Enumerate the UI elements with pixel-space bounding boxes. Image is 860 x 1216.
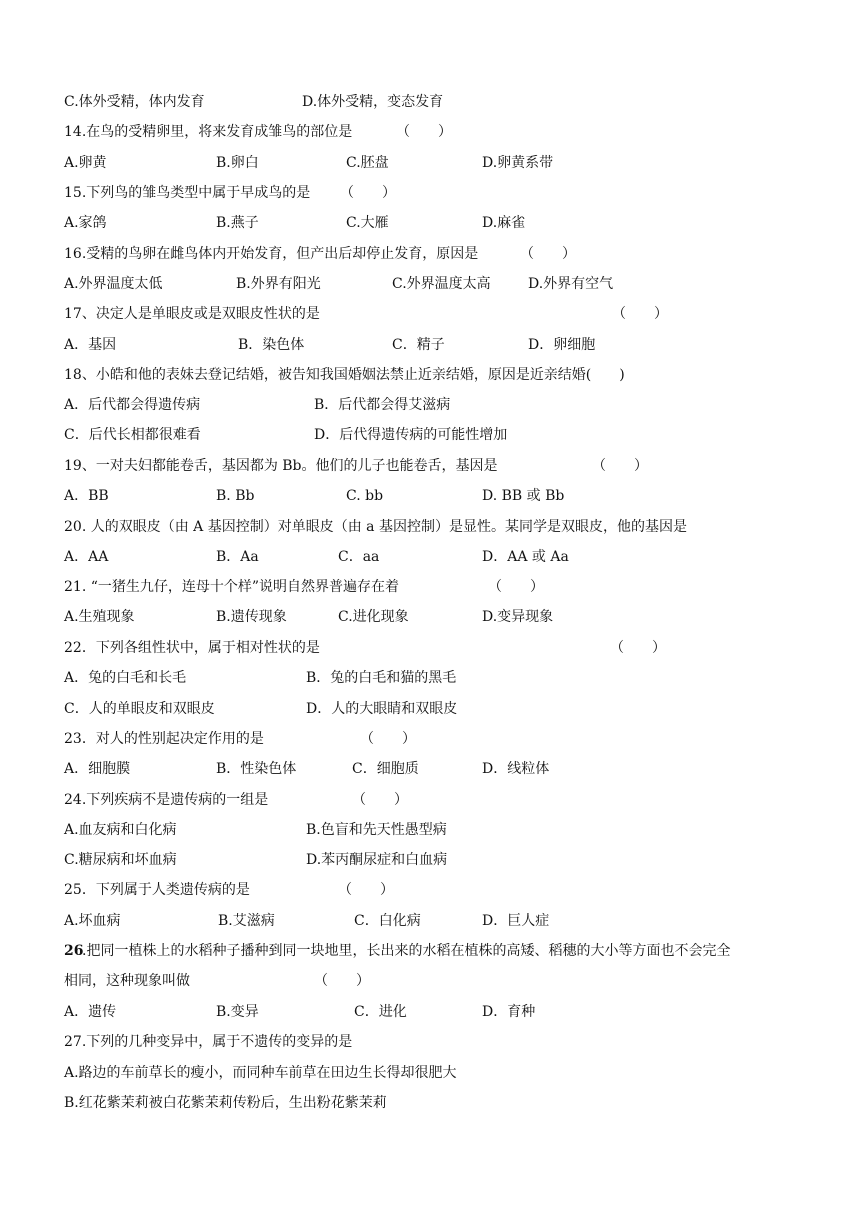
option-b: B. Bb [216, 488, 255, 504]
option-b: B.燕子 [216, 215, 259, 231]
question-text: 17、决定人是单眼皮或是双眼皮性状的是 [64, 306, 320, 322]
option-b: B.色盲和先天性愚型病 [306, 822, 447, 838]
option-a: A．AA [64, 549, 109, 565]
option-c: C．细胞质 [352, 761, 419, 777]
question-text: 18、小皓和他的表妹去登记结婚，被告知我国婚姻法禁止近亲结婚，原因是近亲结婚( ) [64, 367, 625, 383]
option-a: A.血友病和白化病 [64, 822, 177, 838]
question-text: 14.在鸟的受精卵里，将来发育成雏鸟的部位是 [64, 124, 353, 140]
answer-blank: （ ） [610, 640, 666, 656]
question-text: 20. 人的双眼皮（由 A 基因控制）对单眼皮（由 a 基因控制）是显性。某同学是双眼皮，他的基因是 [64, 519, 687, 535]
option-d: D．人的大眼睛和双眼皮 [306, 701, 458, 717]
answer-blank: （ ） [314, 973, 370, 989]
option-c: C.体外受精，体内发育 [64, 94, 205, 110]
answer-blank: （ ） [340, 185, 396, 201]
option-d: D.变异现象 [482, 609, 554, 625]
option-a: A．细胞膜 [64, 761, 131, 777]
option-c: C．aa [338, 549, 380, 565]
option-c: C．白化病 [354, 913, 421, 929]
question-text: 27.下列的几种变异中，属于不遗传的变异的是 [64, 1034, 353, 1050]
option-a: A．BB [64, 488, 109, 504]
option-d: D.外界有空气 [528, 276, 614, 292]
question-number: 26 [64, 943, 84, 959]
question-text: 21. “一猪生九仔，连母十个样”说明自然界普遍存在着 [64, 579, 400, 595]
option-c: C.大雁 [346, 215, 389, 231]
option-c: C.糖尿病和坏血病 [64, 852, 177, 868]
question-text: 19、一对夫妇都能卷舌，基因都为 Bb。他们的儿子也能卷舌，基因是 [64, 458, 498, 474]
option-c: C. bb [346, 488, 384, 504]
option-d: D.苯丙酮尿症和白血病 [306, 852, 448, 868]
option-d: D.卵黄系带 [482, 155, 554, 171]
option-b: B.遗传现象 [216, 609, 287, 625]
option-a: A.坏血病 [64, 913, 121, 929]
option-b: B．兔的白毛和猫的黑毛 [306, 670, 457, 686]
option-a: A.家鸽 [64, 215, 107, 231]
answer-blank: （ ） [360, 731, 416, 747]
option-b: B.艾滋病 [218, 913, 275, 929]
question-text: 相同，这种现象叫做 [64, 973, 190, 989]
option-c: C．后代长相都很难看 [64, 427, 201, 443]
answer-blank: （ ） [338, 882, 394, 898]
option-b: B.外界有阳光 [236, 276, 321, 292]
answer-blank: （ ） [520, 246, 576, 262]
option-d: D.体外受精，变态发育 [302, 94, 444, 110]
option-b: B．后代都会得艾滋病 [314, 397, 451, 413]
option-d: D．卵细胞 [528, 337, 596, 353]
option-c: C．进化 [354, 1004, 407, 1020]
option-d: D．AA 或 Aa [482, 549, 569, 565]
option-b: B.变异 [216, 1004, 259, 1020]
option-a: A．兔的白毛和长毛 [64, 670, 187, 686]
option-b: B．Aa [216, 549, 259, 565]
option-c: C．精子 [392, 337, 445, 353]
option-b: B．性染色体 [216, 761, 297, 777]
option-a: A．后代都会得遗传病 [64, 397, 201, 413]
option-c: C.进化现象 [338, 609, 409, 625]
question-text: 22．下列各组性状中，属于相对性状的是 [64, 640, 320, 656]
option-d: D．线粒体 [482, 761, 550, 777]
question-text: 24.下列疾病不是遗传病的一组是 [64, 792, 269, 808]
option-d: D.麻雀 [482, 215, 526, 231]
option-d: D．后代得遗传病的可能性增加 [314, 427, 508, 443]
option-a: A.生殖现象 [64, 609, 135, 625]
answer-blank: （ ） [488, 579, 544, 595]
question-text: 25．下列属于人类遗传病的是 [64, 882, 250, 898]
option-c: C.外界温度太高 [392, 276, 491, 292]
option-a: A.外界温度太低 [64, 276, 163, 292]
option-a: A.路边的车前草长的瘦小，而同种车前草在田边生长得却很肥大 [64, 1065, 457, 1081]
question-text: .把同一植株上的水稻种子播种到同一块地里，长出来的水稻在植株的高矮、稻穗的大小等方面也不会完全 [82, 943, 731, 959]
answer-blank: （ ） [396, 124, 452, 140]
question-text: 23．对人的性别起决定作用的是 [64, 731, 264, 747]
option-c: C．人的单眼皮和双眼皮 [64, 701, 215, 717]
option-b: B.卵白 [216, 155, 259, 171]
answer-blank: （ ） [612, 306, 668, 322]
option-b: B．染色体 [238, 337, 305, 353]
option-d: D. BB 或 Bb [482, 488, 565, 504]
answer-blank: （ ） [592, 458, 648, 474]
option-d: D．巨人症 [482, 913, 550, 929]
option-a: A．基因 [64, 337, 117, 353]
option-c: C.胚盘 [346, 155, 389, 171]
option-d: D．育种 [482, 1004, 536, 1020]
answer-blank: （ ） [352, 792, 408, 808]
option-b: B.红花紫茉莉被白花紫茉莉传粉后，生出粉花紫茉莉 [64, 1095, 387, 1111]
question-text: 16.受精的鸟卵在雌鸟体内开始发育，但产出后却停止发育，原因是 [64, 246, 479, 262]
question-text: 15.下列鸟的雏鸟类型中属于早成鸟的是 [64, 185, 311, 201]
option-a: A．遗传 [64, 1004, 117, 1020]
option-a: A.卵黄 [64, 155, 107, 171]
